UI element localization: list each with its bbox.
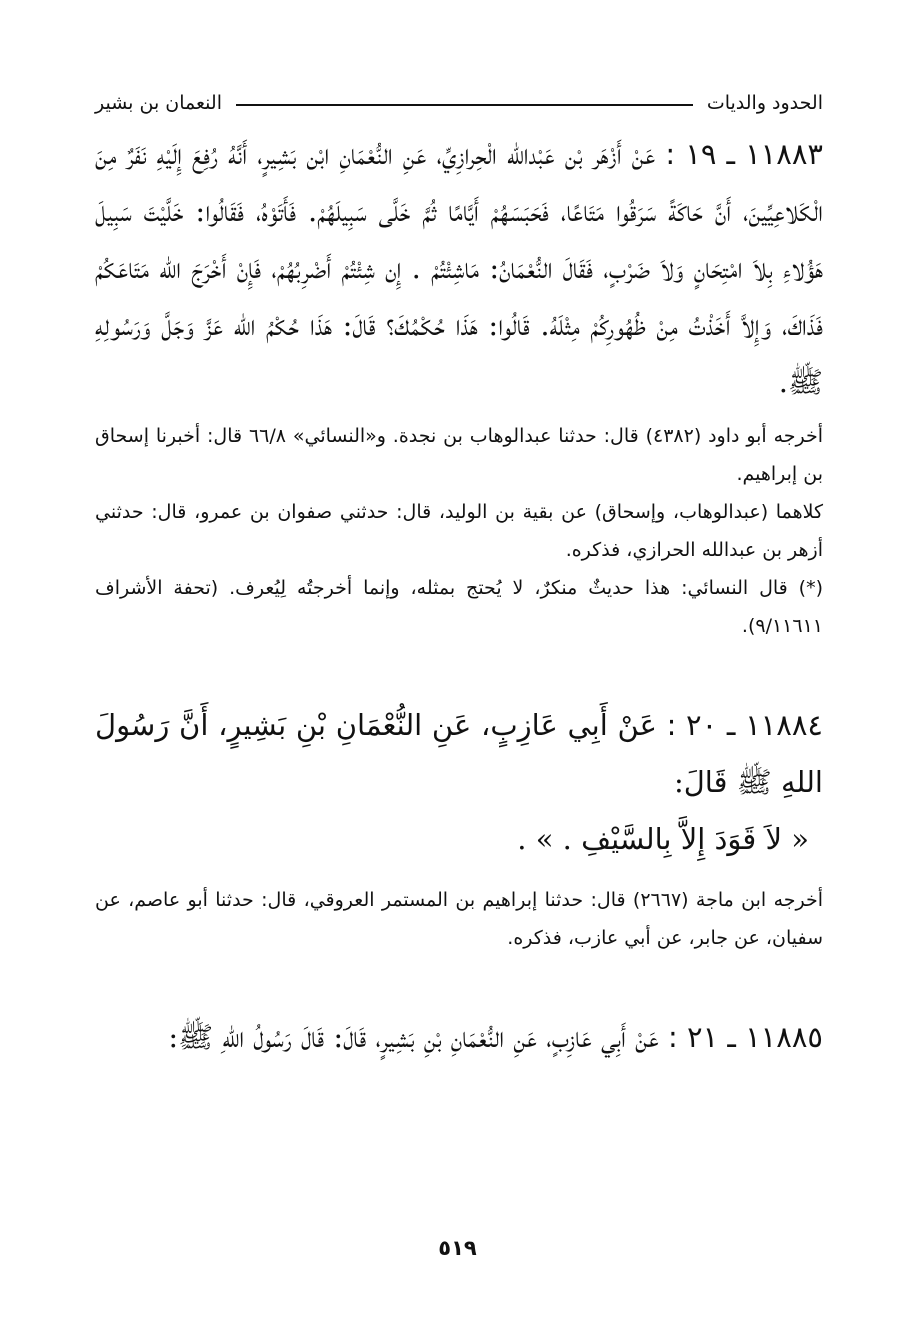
takhrij-footnote: (*) قال النسائي: هذا حديثٌ منكرٌ، لا يُحتج بمثله، وإنما أخرجتُه لِيُعرف. (تحفة الأشراف ٩/١١٦١١). — [95, 577, 823, 637]
hadith-11883 — [95, 126, 823, 411]
takhrij-paragraph: أخرجه أبو داود (٤٣٨٢) قال: حدثنا عبدالوهاب بن نجدة. و«النسائي» ٦٦/٨ قال: أخبرنا إسحاق بن إبراهيم. — [95, 425, 824, 485]
running-header — [95, 86, 823, 126]
takhrij-paragraph: أخرجه ابن ماجة (٢٦٦٧) قال: حدثنا إبراهيم بن المستمر العروقي، قال: حدثنا أبو عاصم، عن سفيان، عن جابر، عن أبي عازب، فذكره. — [95, 889, 824, 949]
page-body — [95, 86, 823, 1066]
hadith-number: ١١٨٨٣ ـ ١٩ : — [665, 137, 823, 171]
hadith-11884 — [95, 697, 823, 811]
hadith-text: عَنْ أَزْهَر بْن عَبْدالله الْحِرازِيِّ، عَنِ النُّعْمَانِ ابْن بَشِيرٍ، أَنَّهُ رُفِعَ إِلَيْهِ نَفَرٌ مِنَ الْكَلاعِيِّينَ، أَنَّ حَاكَةً سَرَقُوا مَتَاعًا، فَحَبَسَهُمْ أَيَّامًا ثُمَّ خَلَّى سَبِيلَهُمْ. فَأَتَوْهُ، فَقَالُوا: خَلَّيْتَ سَبِيلَ هَؤُلاءِ بِلاَ امْتِحَانٍ وَلاَ ضَرْبٍ، فَقَالَ النُّعْمَانُ: مَاشِئْتُمْ . إِن شِئْتُمْ أَضْرِبُهُمْ، فَإِنْ أَخْرَجَ الله مَتَاعَكُمْ فَذَاكَ، وَإِلاَّ أَخَذْتُ مِنْ ظُهُورِكُمْ مِثْلَهُ. قَالُوا: هَذَا حُكْمُكَ؟ قَالَ: هَذَا حُكْمُ الله عَزَّ وَجَلَّ وَرَسُولِهِ ﷺ. — [95, 137, 823, 399]
header-rule — [236, 104, 693, 106]
hadith-text: عَنْ أَبِي عَازِبٍ، عَنِ النُّعْمَانِ بْنِ بَشِيرٍ، قَالَ: قَالَ رَسُولُ اللهِ ﷺ: — [168, 1020, 659, 1054]
hadith-text: عَنْ أَبِي عَازِبٍ، عَنِ النُّعْمَانِ بْنِ بَشِيرٍ، أَنَّ رَسُولَ اللهِ ﷺ قَالَ: — [95, 708, 823, 799]
hadith-number: ١١٨٨٥ ـ ٢١ : — [668, 1020, 823, 1054]
page-number: ٥١٩ — [438, 1236, 477, 1260]
hadith-number: ١١٨٨٤ ـ ٢٠ : — [666, 708, 823, 742]
header-section-title: النعمان بن بشير — [95, 92, 222, 114]
takhrij-paragraph: كلاهما (عبدالوهاب، وإسحاق) عن بقية بن الوليد، قال: حدثني صفوان بن عمرو، قال: حدثني أزهر بن عبدالله الحرازي، فذكره. — [95, 501, 823, 561]
header-chapter-title: الحدود والديات — [706, 92, 823, 114]
hadith-quote: « لاَ قَوَدَ إِلاَّ بِالسَّيْفِ . » . — [517, 822, 809, 856]
hadith-11885 — [95, 1009, 823, 1066]
